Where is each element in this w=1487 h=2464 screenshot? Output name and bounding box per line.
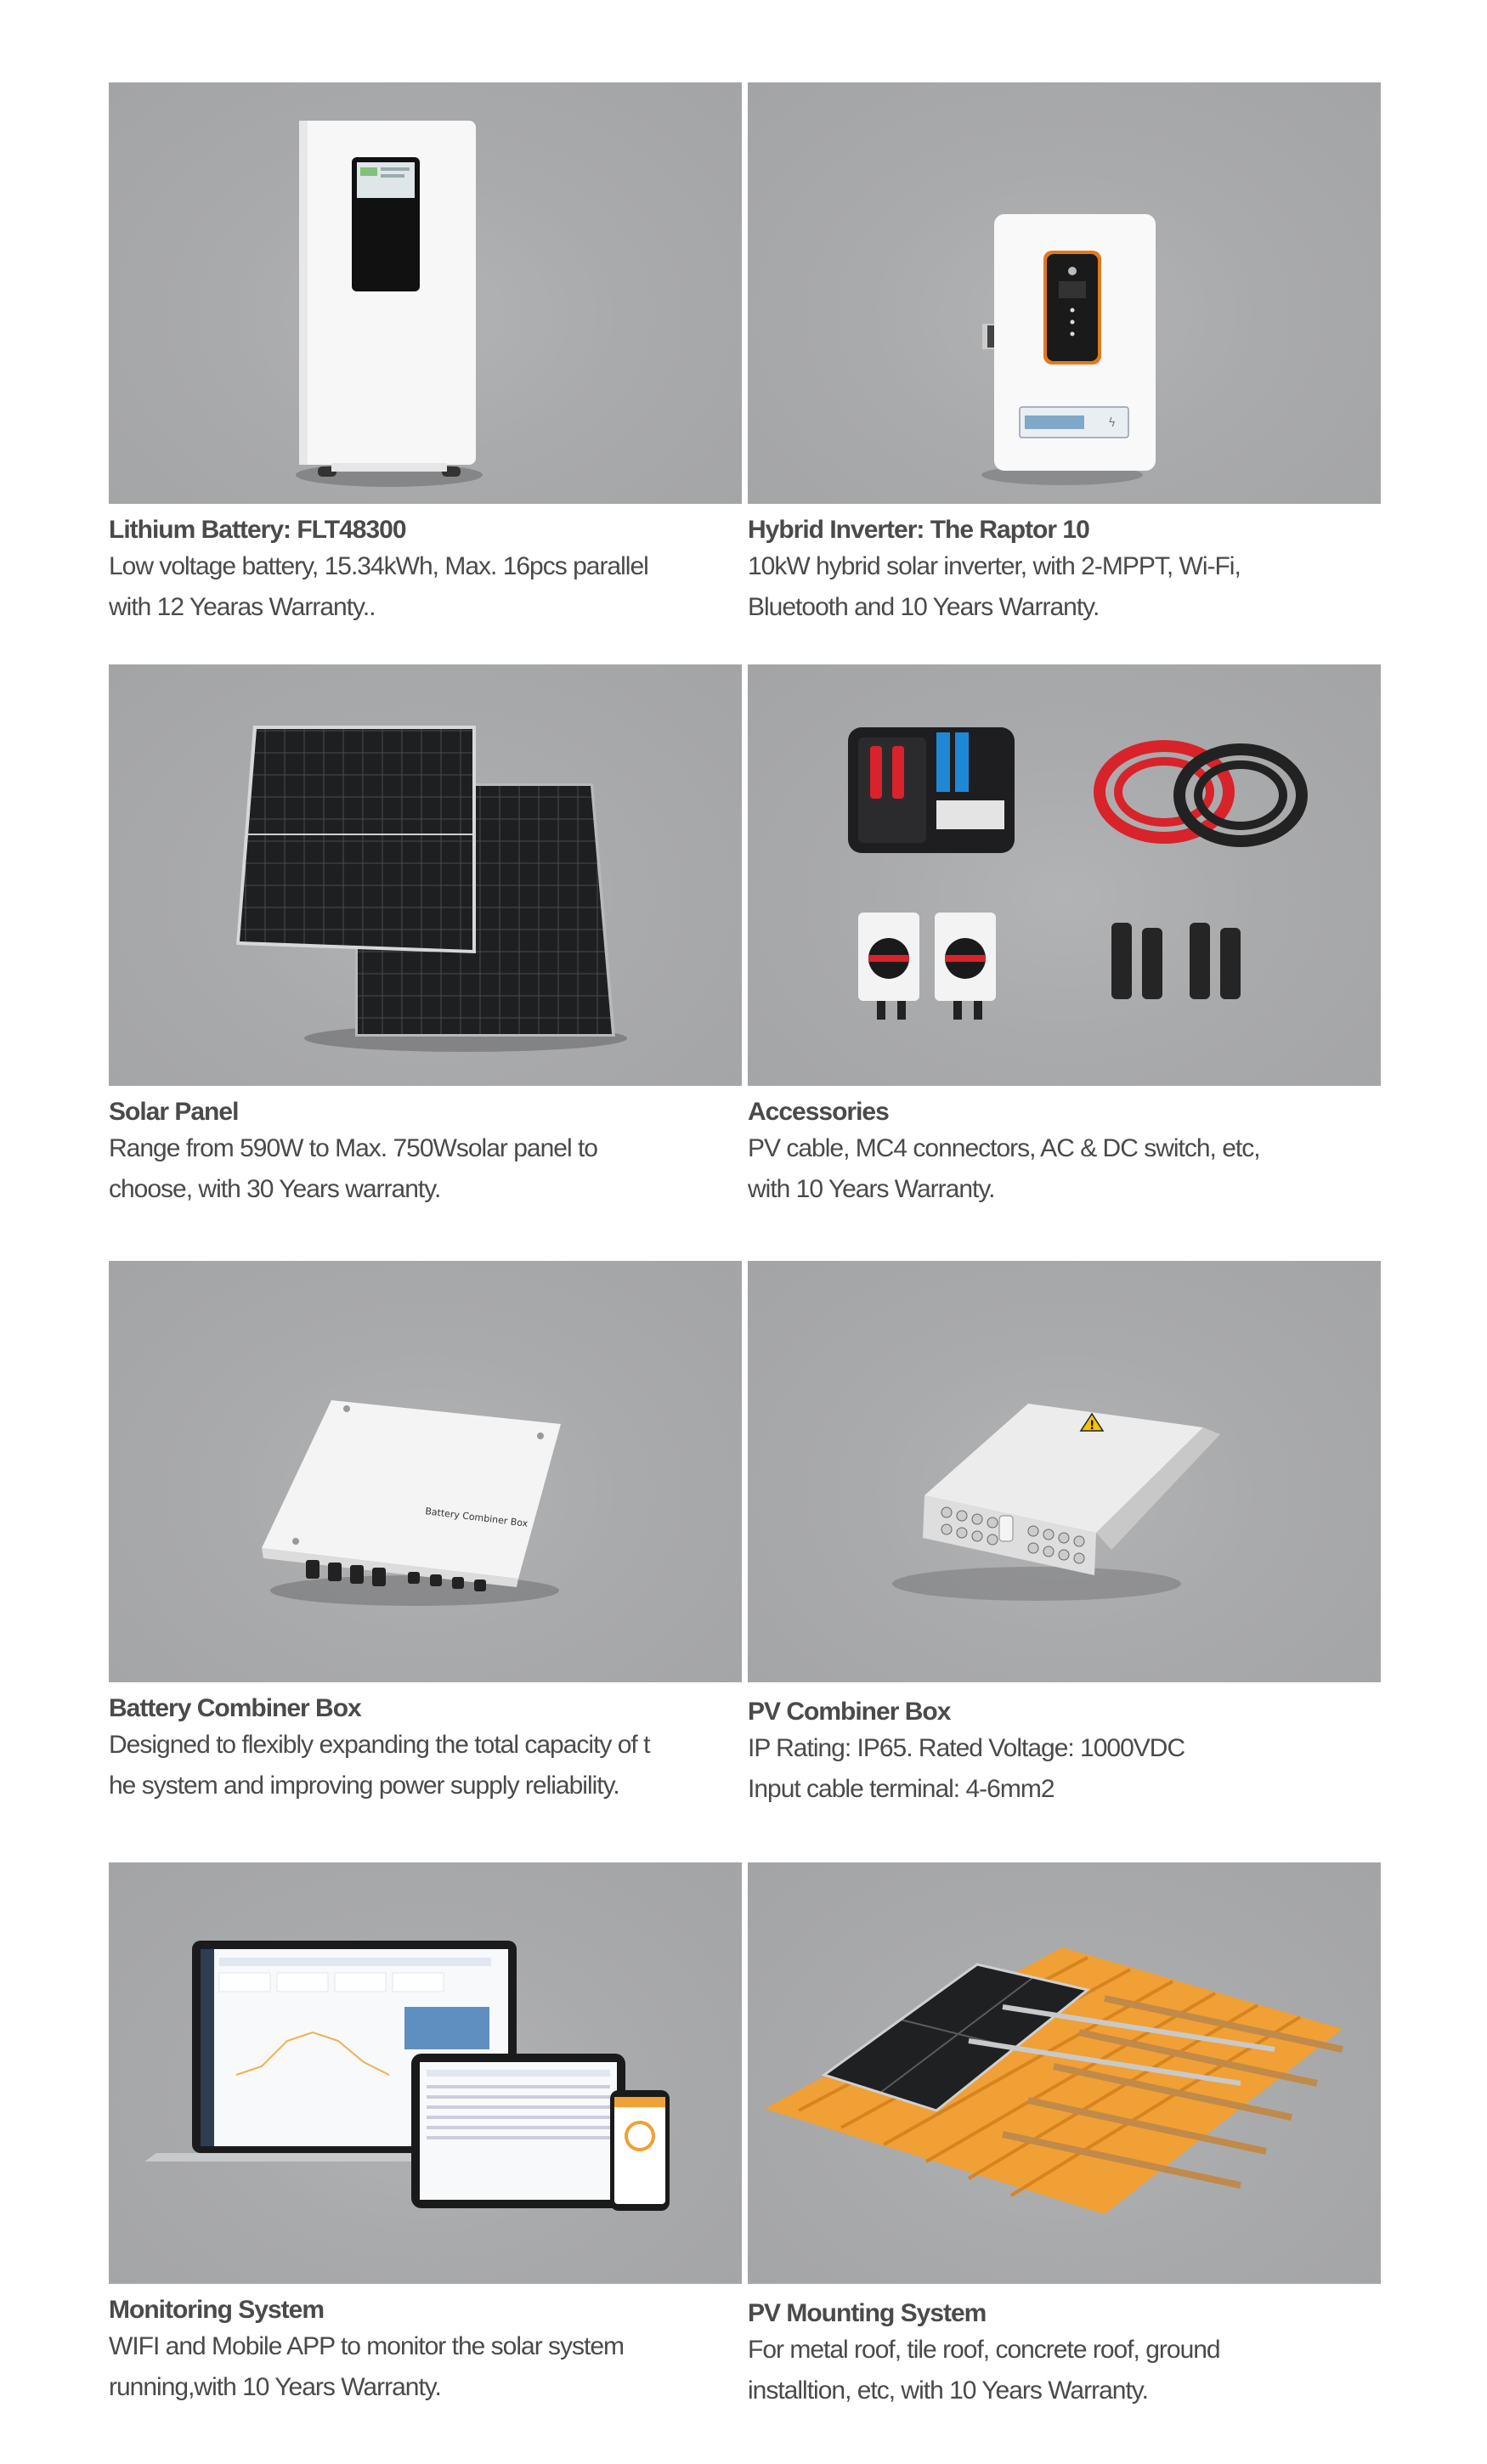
product-description-line: PV cable, MC4 connectors, AC & DC switch, etc, xyxy=(748,1134,1260,1162)
product-title: Lithium Battery: FLT48300 xyxy=(109,516,406,544)
product-card-pv-combiner-box xyxy=(748,1261,1381,1810)
product-description-line: installtion, etc, with 10 Years Warranty. xyxy=(748,2376,1148,2405)
pv-mounting-system-image xyxy=(748,1862,1381,2284)
product-description-line: with 12 Yearas Warranty.. xyxy=(109,593,376,621)
product-title: Battery Combiner Box xyxy=(109,1694,361,1722)
battery-combiner-box-image xyxy=(109,1261,742,1682)
product-description-line: Range from 590W to Max. 750Wsolar panel to xyxy=(109,1134,597,1162)
solar-panel-image xyxy=(109,664,742,1086)
product-description-line: with 10 Years Warranty. xyxy=(748,1175,995,1203)
product-card-accessories xyxy=(748,664,1381,1210)
device-label: Battery Combiner Box xyxy=(424,1506,529,1529)
product-description-line: Designed to flexibly expanding the total capacity of t xyxy=(109,1731,650,1759)
product-description-line: he system and improving power supply reliability. xyxy=(109,1772,619,1800)
lithium-battery-image xyxy=(109,82,742,504)
product-card-pv-mounting-system xyxy=(748,1862,1381,2411)
product-card-monitoring-system xyxy=(109,1862,742,2408)
svg-text:!: ! xyxy=(1089,1419,1095,1433)
product-title: Accessories xyxy=(748,1098,889,1126)
product-description-line: running,with 10 Years Warranty. xyxy=(109,2373,441,2401)
product-title: PV Combiner Box xyxy=(748,1698,951,1726)
product-card-solar-panel xyxy=(109,664,742,1210)
product-title: Solar Panel xyxy=(109,1098,239,1126)
monitoring-system-image xyxy=(109,1862,742,2284)
product-description-line: WIFI and Mobile APP to monitor the solar system xyxy=(109,2332,625,2360)
product-description-line: For metal roof, tile roof, concrete roof, ground xyxy=(748,2336,1220,2364)
svg-text:ϟ: ϟ xyxy=(1108,416,1117,430)
product-description-line: Bluetooth and 10 Years Warranty. xyxy=(748,593,1100,621)
hybrid-inverter-image xyxy=(748,82,1381,504)
pv-combiner-box-image xyxy=(748,1261,1381,1682)
product-title: PV Mounting System xyxy=(748,2299,987,2327)
product-description-line: Low voltage battery, 15.34kWh, Max. 16pcs parallel xyxy=(109,552,648,580)
accessories-image xyxy=(748,664,1381,1086)
product-description-line: Input cable terminal: 4-6mm2 xyxy=(748,1775,1054,1803)
product-title: Monitoring System xyxy=(109,2296,325,2324)
product-card-hybrid-inverter xyxy=(748,82,1381,628)
product-card-lithium-battery xyxy=(109,82,742,628)
product-description-line: 10kW hybrid solar inverter, with 2-MPPT, Wi-Fi, xyxy=(748,552,1241,580)
product-description-line: choose, with 30 Years warranty. xyxy=(109,1175,441,1203)
product-card-battery-combiner-box xyxy=(109,1261,742,1806)
product-description-line: IP Rating: IP65. Rated Voltage: 1000VDC xyxy=(748,1734,1185,1762)
product-title: Hybrid Inverter: The Raptor 10 xyxy=(748,516,1089,544)
